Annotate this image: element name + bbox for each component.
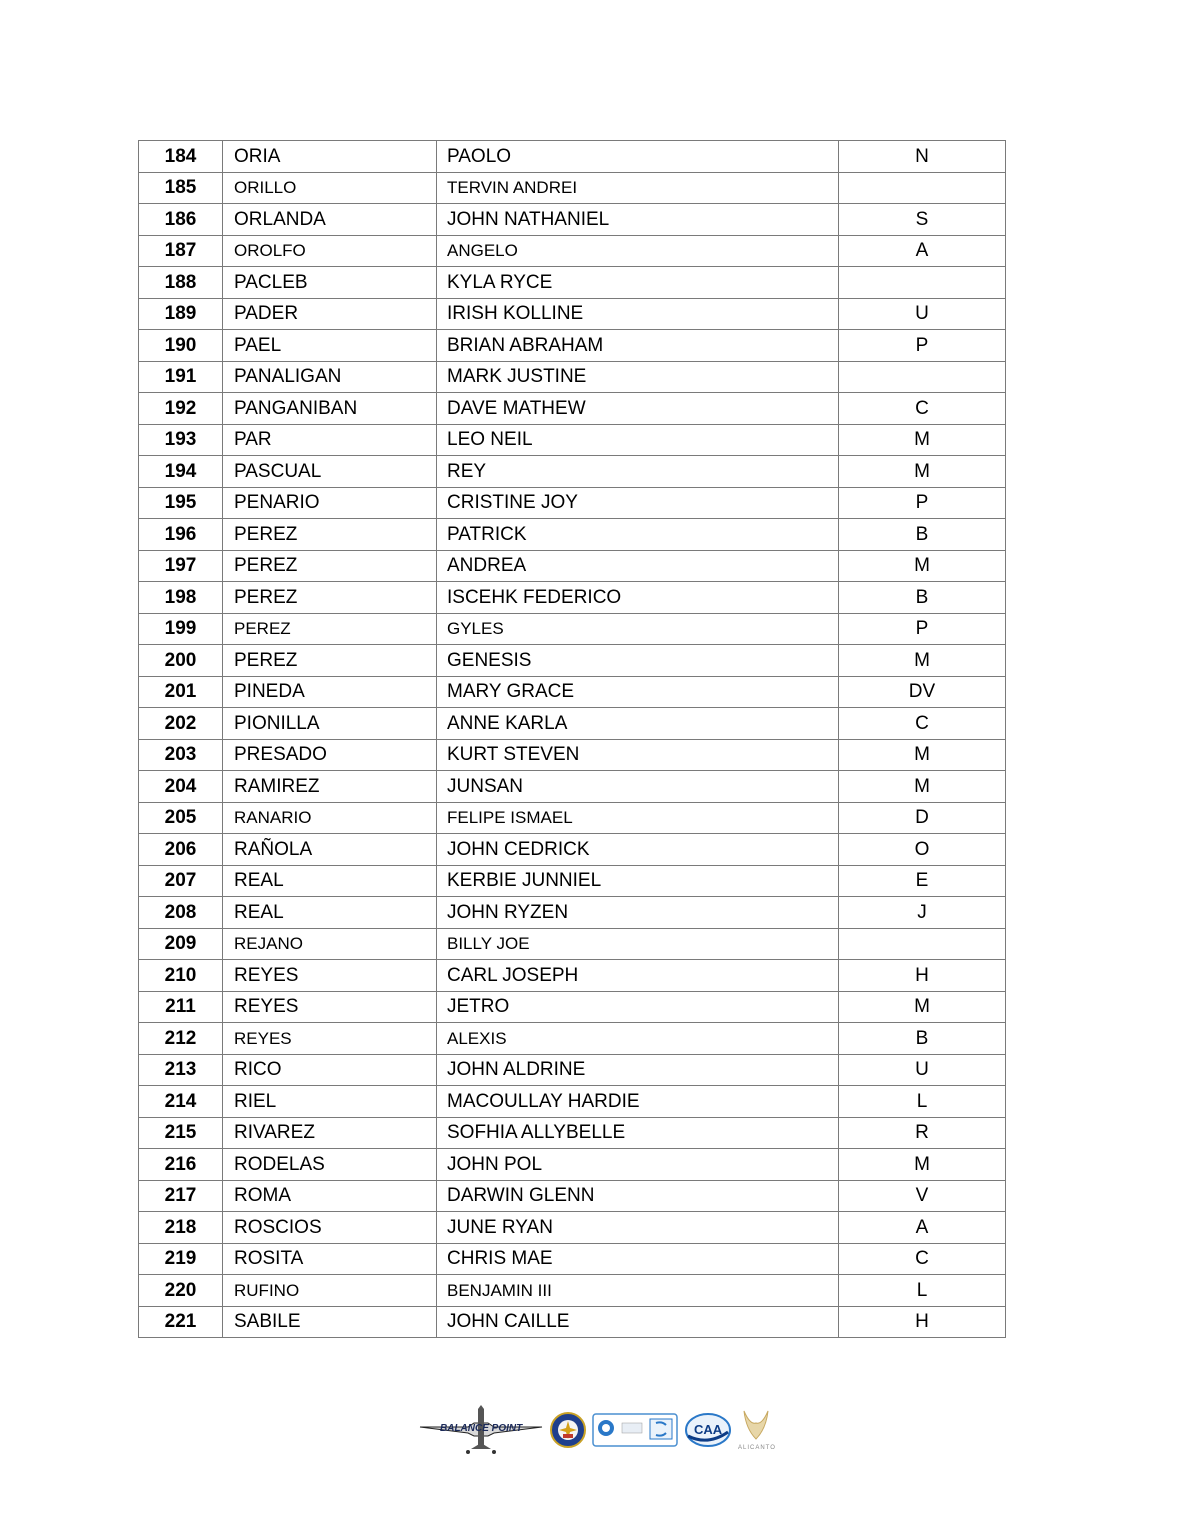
first-name: GYLES	[437, 613, 839, 645]
middle-initial: A	[839, 1212, 1006, 1244]
table-row	[139, 1180, 1006, 1212]
first-name: ANNE KARLA	[437, 708, 839, 740]
table-row	[139, 393, 1006, 425]
table-row	[139, 141, 1006, 173]
last-name: REYES	[223, 991, 437, 1023]
middle-initial: M	[839, 991, 1006, 1023]
row-number: 211	[139, 991, 223, 1023]
row-number: 220	[139, 1275, 223, 1307]
row-number: 189	[139, 298, 223, 330]
middle-initial	[839, 172, 1006, 204]
first-name: CRISTINE JOY	[437, 487, 839, 519]
balance-point-label: BALANCE POINT	[440, 1423, 523, 1434]
last-name: PADER	[223, 298, 437, 330]
balance-point-logo	[418, 1403, 544, 1457]
seal-logo	[550, 1412, 586, 1448]
row-number: 202	[139, 708, 223, 740]
last-name: PENARIO	[223, 487, 437, 519]
middle-initial: C	[839, 393, 1006, 425]
middle-initial: M	[839, 739, 1006, 771]
row-number: 203	[139, 739, 223, 771]
first-name: JOHN NATHANIEL	[437, 204, 839, 236]
last-name: ROMA	[223, 1180, 437, 1212]
roster-table	[138, 140, 1006, 1338]
row-number: 195	[139, 487, 223, 519]
first-name: KURT STEVEN	[437, 739, 839, 771]
middle-initial: B	[839, 1023, 1006, 1055]
table-row	[139, 204, 1006, 236]
first-name: PATRICK	[437, 519, 839, 551]
middle-initial: P	[839, 613, 1006, 645]
partner-badge-logo	[592, 1413, 678, 1447]
table-row	[139, 708, 1006, 740]
middle-initial: C	[839, 1243, 1006, 1275]
first-name: JUNSAN	[437, 771, 839, 803]
table-row	[139, 1086, 1006, 1118]
last-name: PIONILLA	[223, 708, 437, 740]
first-name: TERVIN ANDREI	[437, 172, 839, 204]
first-name: IRISH KOLLINE	[437, 298, 839, 330]
table-row	[139, 897, 1006, 929]
row-number: 197	[139, 550, 223, 582]
last-name: PEREZ	[223, 519, 437, 551]
last-name: PAEL	[223, 330, 437, 362]
alicanto-logo	[738, 1405, 774, 1455]
row-number: 209	[139, 928, 223, 960]
table-row	[139, 802, 1006, 834]
first-name: MARK JUSTINE	[437, 361, 839, 393]
table-row	[139, 928, 1006, 960]
first-name: JUNE RYAN	[437, 1212, 839, 1244]
last-name: PEREZ	[223, 550, 437, 582]
middle-initial: L	[839, 1086, 1006, 1118]
row-number: 188	[139, 267, 223, 299]
middle-initial: R	[839, 1117, 1006, 1149]
first-name: KERBIE JUNNIEL	[437, 865, 839, 897]
last-name: PEREZ	[223, 645, 437, 677]
alicanto-label: ALICANTO	[738, 1445, 776, 1451]
row-number: 210	[139, 960, 223, 992]
caa-label: CAA	[694, 1422, 723, 1437]
first-name: JOHN CEDRICK	[437, 834, 839, 866]
table-row	[139, 1117, 1006, 1149]
first-name: REY	[437, 456, 839, 488]
row-number: 215	[139, 1117, 223, 1149]
first-name: JOHN CAILLE	[437, 1306, 839, 1338]
middle-initial: U	[839, 1054, 1006, 1086]
row-number: 192	[139, 393, 223, 425]
table-row	[139, 487, 1006, 519]
table-row	[139, 771, 1006, 803]
row-number: 218	[139, 1212, 223, 1244]
row-number: 193	[139, 424, 223, 456]
table-row	[139, 1243, 1006, 1275]
row-number: 187	[139, 235, 223, 267]
table-row	[139, 645, 1006, 677]
table-row	[139, 456, 1006, 488]
middle-initial: A	[839, 235, 1006, 267]
row-number: 221	[139, 1306, 223, 1338]
table-row	[139, 991, 1006, 1023]
last-name: OROLFO	[223, 235, 437, 267]
middle-initial: P	[839, 330, 1006, 362]
table-row	[139, 172, 1006, 204]
last-name: RAÑOLA	[223, 834, 437, 866]
middle-initial: H	[839, 960, 1006, 992]
middle-initial: N	[839, 141, 1006, 173]
row-number: 216	[139, 1149, 223, 1181]
first-name: SOFHIA ALLYBELLE	[437, 1117, 839, 1149]
last-name: PEREZ	[223, 613, 437, 645]
row-number: 217	[139, 1180, 223, 1212]
table-row	[139, 1023, 1006, 1055]
middle-initial: D	[839, 802, 1006, 834]
table-row	[139, 1054, 1006, 1086]
middle-initial: C	[839, 708, 1006, 740]
row-number: 199	[139, 613, 223, 645]
last-name: ORLANDA	[223, 204, 437, 236]
row-number: 213	[139, 1054, 223, 1086]
row-number: 219	[139, 1243, 223, 1275]
middle-initial: DV	[839, 676, 1006, 708]
table-row	[139, 235, 1006, 267]
first-name: JOHN ALDRINE	[437, 1054, 839, 1086]
middle-initial: J	[839, 897, 1006, 929]
table-row	[139, 424, 1006, 456]
last-name: PAR	[223, 424, 437, 456]
row-number: 194	[139, 456, 223, 488]
last-name: ORIA	[223, 141, 437, 173]
last-name: PANGANIBAN	[223, 393, 437, 425]
first-name: JETRO	[437, 991, 839, 1023]
first-name: ALEXIS	[437, 1023, 839, 1055]
caa-logo	[684, 1410, 732, 1450]
first-name: BRIAN ABRAHAM	[437, 330, 839, 362]
middle-initial: U	[839, 298, 1006, 330]
table-row	[139, 739, 1006, 771]
row-number: 184	[139, 141, 223, 173]
middle-initial: M	[839, 424, 1006, 456]
last-name: PACLEB	[223, 267, 437, 299]
middle-initial	[839, 928, 1006, 960]
row-number: 198	[139, 582, 223, 614]
middle-initial: B	[839, 519, 1006, 551]
table-row	[139, 1212, 1006, 1244]
first-name: DARWIN GLENN	[437, 1180, 839, 1212]
first-name: MARY GRACE	[437, 676, 839, 708]
table-row	[139, 330, 1006, 362]
middle-initial: S	[839, 204, 1006, 236]
table-row	[139, 865, 1006, 897]
first-name: KYLA RYCE	[437, 267, 839, 299]
last-name: RICO	[223, 1054, 437, 1086]
first-name: JOHN POL	[437, 1149, 839, 1181]
middle-initial: O	[839, 834, 1006, 866]
first-name: LEO NEIL	[437, 424, 839, 456]
table-row	[139, 267, 1006, 299]
last-name: REYES	[223, 1023, 437, 1055]
middle-initial: M	[839, 771, 1006, 803]
first-name: ISCEHK FEDERICO	[437, 582, 839, 614]
last-name: PINEDA	[223, 676, 437, 708]
last-name: RUFINO	[223, 1275, 437, 1307]
first-name: FELIPE ISMAEL	[437, 802, 839, 834]
first-name: ANGELO	[437, 235, 839, 267]
row-number: 212	[139, 1023, 223, 1055]
middle-initial: E	[839, 865, 1006, 897]
first-name: PAOLO	[437, 141, 839, 173]
first-name: BENJAMIN III	[437, 1275, 839, 1307]
middle-initial: V	[839, 1180, 1006, 1212]
table-row	[139, 1306, 1006, 1338]
last-name: RIEL	[223, 1086, 437, 1118]
table-row	[139, 676, 1006, 708]
last-name: ORILLO	[223, 172, 437, 204]
row-number: 206	[139, 834, 223, 866]
row-number: 207	[139, 865, 223, 897]
first-name: MACOULLAY HARDIE	[437, 1086, 839, 1118]
last-name: PEREZ	[223, 582, 437, 614]
last-name: RAMIREZ	[223, 771, 437, 803]
first-name: CHRIS MAE	[437, 1243, 839, 1275]
first-name: JOHN RYZEN	[437, 897, 839, 929]
last-name: REAL	[223, 897, 437, 929]
row-number: 205	[139, 802, 223, 834]
middle-initial: P	[839, 487, 1006, 519]
row-number: 208	[139, 897, 223, 929]
row-number: 196	[139, 519, 223, 551]
last-name: REYES	[223, 960, 437, 992]
first-name: CARL JOSEPH	[437, 960, 839, 992]
row-number: 185	[139, 172, 223, 204]
middle-initial: M	[839, 645, 1006, 677]
first-name: BILLY JOE	[437, 928, 839, 960]
table-row	[139, 1149, 1006, 1181]
row-number: 214	[139, 1086, 223, 1118]
last-name: ROSITA	[223, 1243, 437, 1275]
table-row	[139, 519, 1006, 551]
last-name: RODELAS	[223, 1149, 437, 1181]
last-name: PASCUAL	[223, 456, 437, 488]
row-number: 200	[139, 645, 223, 677]
last-name: PRESADO	[223, 739, 437, 771]
middle-initial: L	[839, 1275, 1006, 1307]
row-number: 190	[139, 330, 223, 362]
middle-initial	[839, 267, 1006, 299]
last-name: REAL	[223, 865, 437, 897]
middle-initial: M	[839, 1149, 1006, 1181]
table-row	[139, 1275, 1006, 1307]
table-row	[139, 834, 1006, 866]
row-number: 201	[139, 676, 223, 708]
middle-initial: B	[839, 582, 1006, 614]
footer-logos	[418, 1402, 776, 1458]
table-row	[139, 582, 1006, 614]
table-row	[139, 550, 1006, 582]
table-row	[139, 298, 1006, 330]
table-row	[139, 960, 1006, 992]
table-row	[139, 361, 1006, 393]
middle-initial: M	[839, 550, 1006, 582]
first-name: ANDREA	[437, 550, 839, 582]
row-number: 204	[139, 771, 223, 803]
table-row	[139, 613, 1006, 645]
middle-initial	[839, 361, 1006, 393]
last-name: ROSCIOS	[223, 1212, 437, 1244]
last-name: REJANO	[223, 928, 437, 960]
last-name: SABILE	[223, 1306, 437, 1338]
first-name: DAVE MATHEW	[437, 393, 839, 425]
middle-initial: M	[839, 456, 1006, 488]
last-name: PANALIGAN	[223, 361, 437, 393]
last-name: RIVAREZ	[223, 1117, 437, 1149]
row-number: 186	[139, 204, 223, 236]
middle-initial: H	[839, 1306, 1006, 1338]
last-name: RANARIO	[223, 802, 437, 834]
roster-body	[139, 141, 1006, 1338]
row-number: 191	[139, 361, 223, 393]
first-name: GENESIS	[437, 645, 839, 677]
